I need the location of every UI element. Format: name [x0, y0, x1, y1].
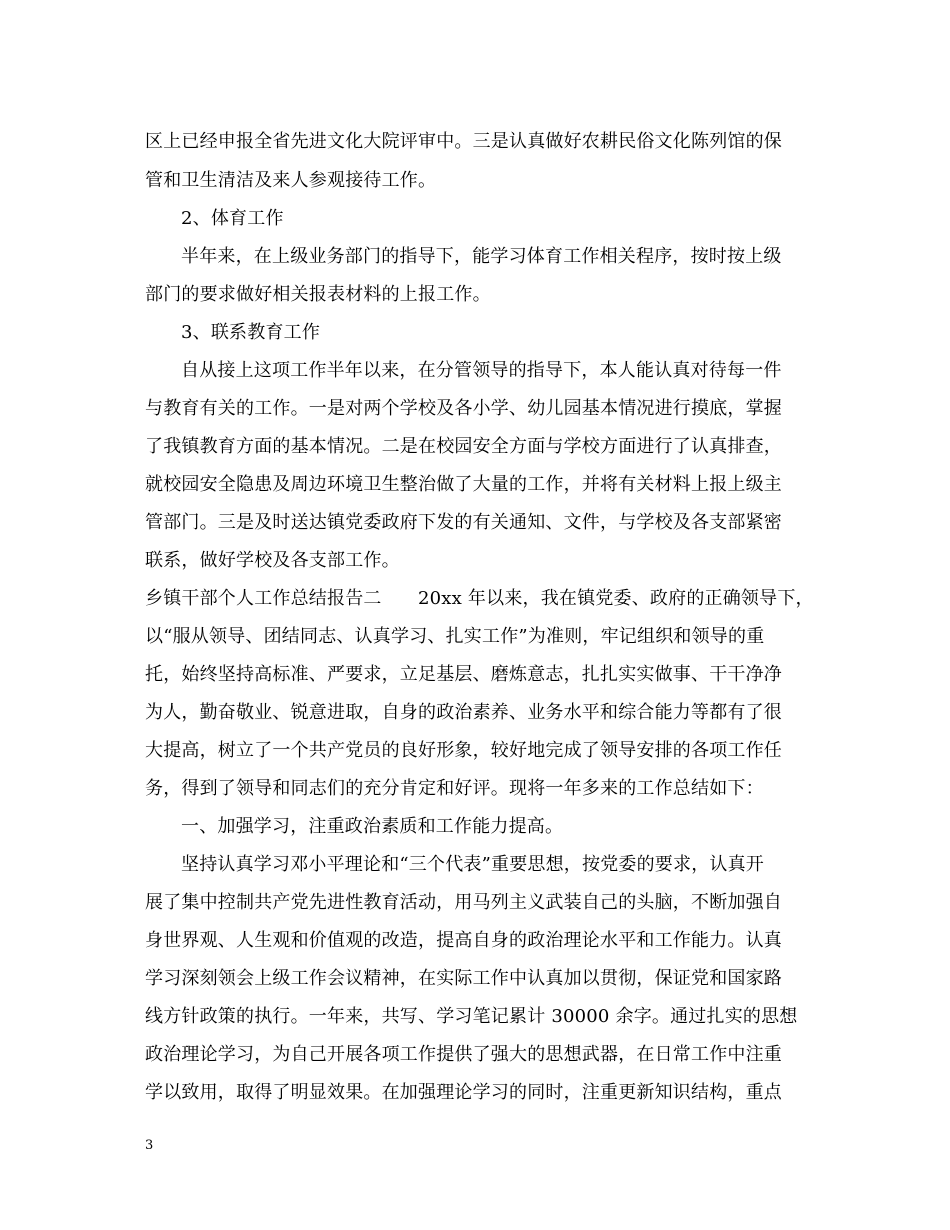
text-line: 与教育有关的工作。一是对两个学校及各小学、幼儿园基本情况进行摸底，掌握	[145, 398, 782, 419]
text-line: 学以致用，取得了明显效果。在加强理论学习的同时，注重更新知识结构，重点	[145, 1082, 782, 1103]
text-line: 半年来，在上级业务部门的指导下，能学习体育工作相关程序，按时按上级	[181, 246, 782, 267]
text-line: 展了集中控制共产党先进性教育活动，用马列主义武装自己的头脑，不断加强自	[145, 892, 782, 913]
text-line: 学习深刻领会上级工作会议精神，在实际工作中认真加以贯彻，保证党和国家路	[145, 968, 782, 989]
text-line: 了我镇教育方面的基本情况。二是在校园安全方面与学校方面进行了认真排查，	[145, 436, 782, 457]
text-line: 务，得到了领导和同志们的充分肯定和好评。现将一年多来的工作总结如下：	[145, 778, 764, 799]
text-line: 为人，勤奋敬业、锐意进取，自身的政治素养、业务水平和综合能力等都有了很	[145, 702, 782, 723]
text-line: 区上已经申报全省先进文化大院评审中。三是认真做好农耕民俗文化陈列馆的保	[145, 131, 782, 152]
text-line: 政治理论学习，为自己开展各项工作提供了强大的思想武器，在日常工作中注重	[145, 1044, 782, 1065]
text-line: 身世界观、人生观和价值观的改造，提高自身的政治理论水平和工作能力。认真	[145, 930, 782, 951]
text-line: 管和卫生清洁及来人参观接待工作。	[145, 170, 437, 191]
section-heading: 2、体育工作	[181, 208, 284, 229]
text-line: 就校园安全隐患及周边环境卫生整治做了大量的工作，并将有关材料上报上级主	[145, 474, 782, 495]
text-line: 联系，做好学校及各支部工作。	[145, 550, 400, 571]
section-heading: 一、加强学习，注重政治素质和工作能力提高。	[181, 816, 564, 837]
text-line: 坚持认真学习邓小平理论和“三个代表”重要思想，按党委的要求，认真开	[181, 854, 765, 875]
text-line: 自从接上这项工作半年以来，在分管领导的指导下，本人能认真对待每一件	[181, 360, 782, 381]
text-line: 部门的要求做好相关报表材料的上报工作。	[145, 284, 491, 305]
text-line: 线方针政策的执行。一年来，共写、学习笔记累计 30000 余字。通过扎实的思想	[145, 1006, 798, 1027]
text-line: 以“服从领导、团结同志、认真学习、扎实工作”为准则，牢记组织和领导的重	[145, 626, 765, 647]
text-line: 管部门。三是及时送达镇党委政府下发的有关通知、文件，与学校及各支部紧密	[145, 512, 782, 533]
text-line: 大提高，树立了一个共产党员的良好形象，较好地完成了领导安排的各项工作任	[145, 740, 782, 761]
report-title-line: 乡镇干部个人工作总结报告二 20xx 年以来，我在镇党委、政府的正确领导下，	[145, 588, 814, 609]
text-line: 托，始终坚持高标准、严要求，立足基层、磨炼意志，扎扎实实做事、干干净净	[145, 664, 782, 685]
section-heading: 3、联系教育工作	[181, 322, 321, 343]
page-number: 3	[145, 1138, 154, 1153]
